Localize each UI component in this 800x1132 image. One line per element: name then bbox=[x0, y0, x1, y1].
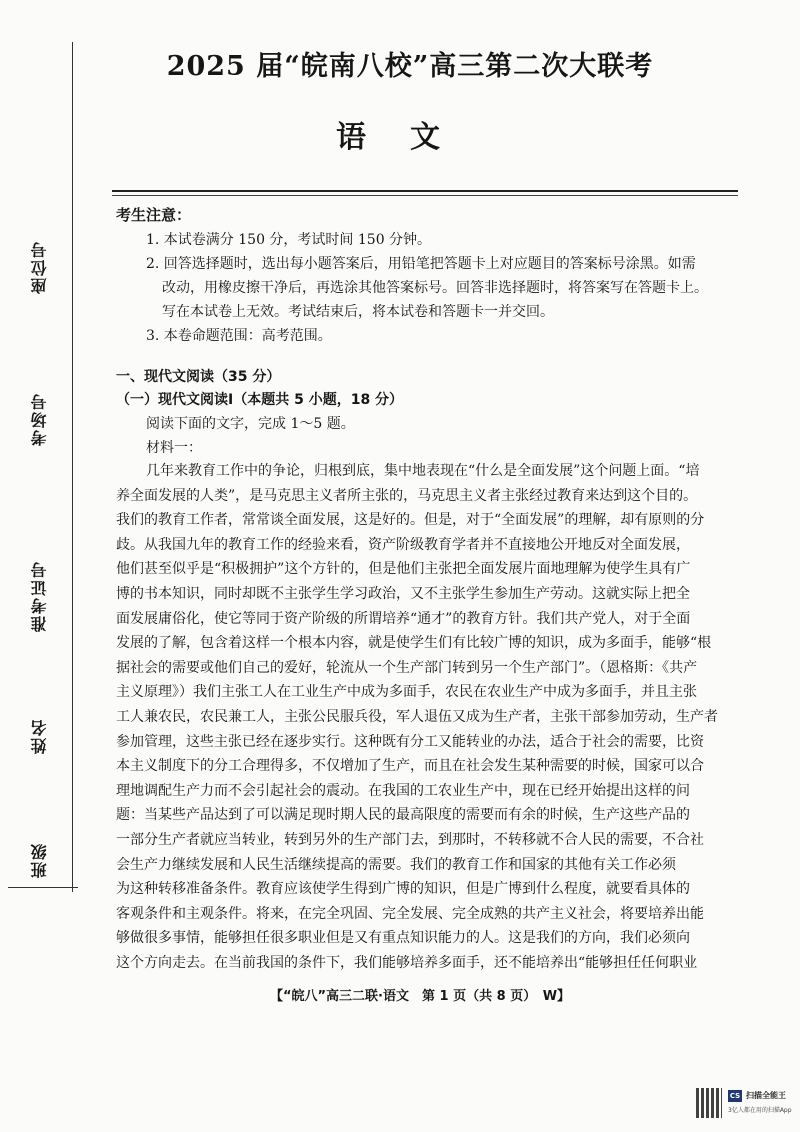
passage-line: 几年来教育工作中的争论，归根到底，集中地表现在“什么是全面发展”这个问题上面。“培 bbox=[146, 463, 700, 479]
notice-heading: 考生注意： bbox=[116, 206, 192, 224]
passage-line: 这个方向走去。在当前我国的条件下，我们能够培养多面手，还不能培养出“能够担任任何职业 bbox=[116, 954, 698, 971]
passage-line: 博的书本知识，同时却既不主张学生学习政治，又不主张学生参加生产劳动。这就实际上把全 bbox=[116, 585, 690, 602]
notice-list bbox=[146, 228, 736, 348]
notice-item: 写在本试卷上无效。考试结束后，将本试卷和答题卡一并交回。 bbox=[162, 304, 554, 320]
camscanner-logo: CS bbox=[729, 1092, 741, 1100]
passage-line: 据社会的需要或他们自己的爱好，轮流从一个生产部门转到另一个生产部门”。（恩格斯：《共产 bbox=[116, 659, 698, 676]
admission-number-label: 准考证号 bbox=[30, 560, 49, 632]
binding-margin bbox=[0, 0, 80, 1132]
camscanner-name: 扫描全能王 bbox=[746, 1091, 786, 1100]
passage-line: 会生产力继续发展和人民生活继续提高的需要。我们的教育工作和国家的其他有关工作必须 bbox=[116, 856, 676, 873]
name-label: 姓名 bbox=[30, 718, 49, 754]
passage-line: 本主义制度下的分工合理得多，不仅增加了生产，而且在社会发生某种需要的时候，国家可以合 bbox=[116, 758, 704, 775]
material-label: 材料一： bbox=[146, 440, 202, 456]
header-rule-thin bbox=[112, 195, 738, 196]
reading-instruction: 阅读下面的文字，完成 1～5 题。 bbox=[146, 416, 355, 432]
subject-title: 语文 bbox=[336, 120, 484, 155]
exam-title: 2025 届“皖南八校”高三第二次大联考 bbox=[166, 51, 654, 82]
class-label: 班级 bbox=[30, 842, 49, 878]
passage-line: 客观条件和主观条件。将来，在完全巩固、完全发展、完全成熟的共产主义社会，将要培养出能 bbox=[116, 905, 704, 922]
passage-line: 他们甚至似乎是“积极拥护”这个方针的，但是他们主张把全面发展片面地理解为使学生具有广 bbox=[116, 561, 691, 578]
notice-item: 改动，用橡皮擦干净后，再选涂其他答案标号。回答非选择题时，将答案写在答题卡上。 bbox=[162, 280, 708, 296]
margin-bottom-rule bbox=[8, 887, 78, 888]
passage-line: 主义原理》）我们主张工人在工业生产中成为多面手，农民在农业生产中成为多面手，并且主张 bbox=[116, 684, 697, 701]
passage-text bbox=[116, 459, 738, 975]
passage-line: 我们的教育工作者，常常谈全面发展，这是好的。但是，对于“全面发展”的理解，却有原则的分 bbox=[116, 512, 705, 529]
exam-room-label: 考场号 bbox=[30, 392, 49, 446]
passage-line: 歧。从我国九年的教育工作的经验来看，资产阶级教育学者并不直接地公开地反对全面发展， bbox=[116, 536, 690, 553]
scanner-watermark bbox=[696, 1088, 790, 1126]
passage-line: 理地调配生产力而不会引起社会的震动。在我国的工农业生产中，现在已经开始提出这样的问 bbox=[116, 782, 690, 799]
notice-item: 1. 本试卷满分 150 分，考试时间 150 分钟。 bbox=[146, 232, 432, 248]
seat-number-label: 座位号 bbox=[30, 240, 49, 294]
notice-item: 3. 本卷命题范围：高考范围。 bbox=[146, 328, 332, 344]
margin-rule bbox=[72, 42, 73, 892]
subsection-heading: （一）现代文阅读Ⅰ（本题共 5 小题，18 分） bbox=[116, 392, 404, 408]
page-footer: 【“皖八”高三二联·语文 第 1 页（共 8 页） W】 bbox=[269, 989, 571, 1004]
passage-line: 题：当某些产品达到了可以满足现时期人民的最高限度的需要而有余的时候，生产这些产品的 bbox=[116, 807, 690, 824]
passage-line: 面发展庸俗化，使它等同于资产阶级的所谓培养“通才”的教育方针。我们共产党人，对于全面 bbox=[116, 610, 691, 627]
passage-line: 工人兼农民，农民兼工人，主张公民服兵役，军人退伍又成为生产者，主张干部参加劳动，生产者 bbox=[116, 708, 718, 725]
passage-line: 够做很多事情，能够担任很多职业但是又有重点知识能力的人。这是我们的方向，我们必须向 bbox=[116, 930, 690, 947]
passage-line: 发展的了解，包含着这样一个根本内容，就是使学生们有比较广博的知识，成为多面手，能够“根 bbox=[116, 635, 712, 652]
passage-line: 养全面发展的人类”，是马克思主义者所主张的，马克思主义者主张经过教育来达到这个目的。 bbox=[116, 487, 698, 504]
section-heading: 一、现代文阅读（35 分） bbox=[116, 369, 281, 385]
passage-line: 一部分生产者就应当转业，转到另外的生产部门去，到那时，不转移就不合人民的需要，不合社 bbox=[116, 831, 704, 848]
passage-line: 为这种转移准备条件。教育应该使学生得到广博的知识，但是广博到什么程度，就要看具体的 bbox=[116, 881, 690, 898]
qr-code-icon bbox=[696, 1088, 722, 1118]
header-rule-thick bbox=[112, 190, 738, 192]
camscanner-tagline: 3亿人都在用的扫描App bbox=[728, 1107, 792, 1114]
passage-line: 参加管理，这些主张已经在逐步实行。这种既有分工又能转业的办法，适合于社会的需要，比资 bbox=[116, 733, 704, 750]
notice-item: 2. 回答选择题时，选出每小题答案后，用铅笔把答题卡上对应题目的答案标号涂黑。如需 bbox=[146, 256, 696, 272]
